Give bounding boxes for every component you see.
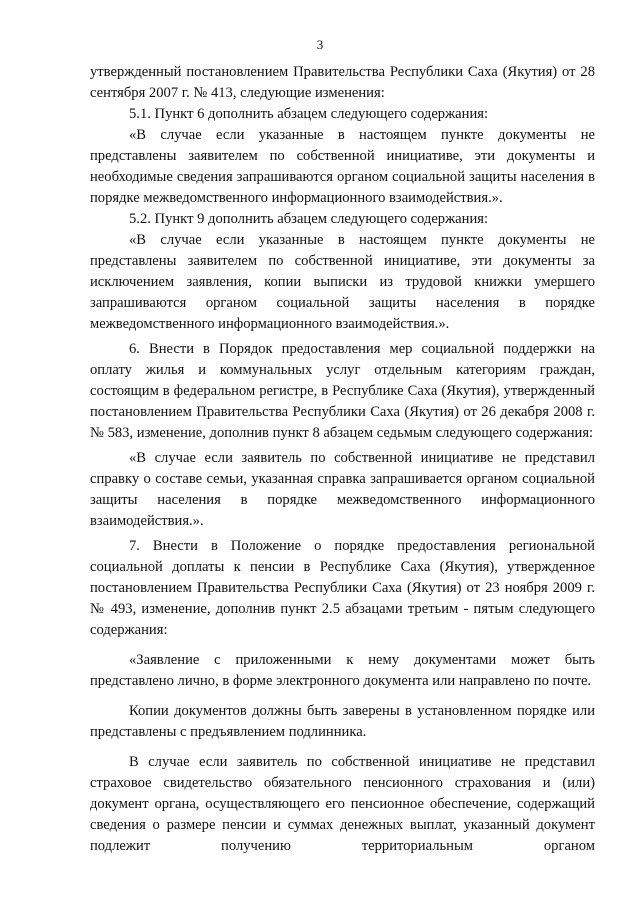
- paragraph-6-quote: «В случае если заявитель по собственной инициативе не представил справку о составе семьи, указанная справка запрашивается органом социальной защиты населения в порядке межведомственного информационного взаимодействия.».: [90, 450, 595, 529]
- paragraph-6: 6. Внести в Порядок предоставления мер социальной поддержки на оплату жилья и коммунальных услуг отдельным категориям граждан, состоящим в федеральном регистре, в Республике Саха (Якутия), утвержденный постановлением Правительства Республики Саха (Якутия) от 26 декабря 2008 г. № 583, изменение, дополнив пункт 8 абзацем седьмым следующего содержания:: [90, 341, 595, 441]
- paragraph-7-quote-1: «Заявление с приложенными к нему документами может быть представлено лично, в форме электронного документа или направлено по почте.: [90, 652, 595, 689]
- paragraph-continuation: утвержденный постановлением Правительства Республики Саха (Якутия) от 28 сентября 2007 г. № 413, следующие изменения:: [90, 64, 595, 101]
- paragraph-7: 7. Внести в Положение о порядке предоставления региональной социальной доплаты к пенсии в Республике Саха (Якутия), утвержденное постановлением Правительства Республики Саха (Якутия) от 23 ноября 2009 г. № 493, изменение, дополнив пункт 2.5 абзацами третьим - пятым следующего содержания:: [90, 538, 595, 638]
- page-number: 3: [316, 37, 324, 52]
- paragraph-5-2-heading: 5.2. Пункт 9 дополнить абзацем следующего содержания:: [129, 211, 489, 227]
- paragraph-7-quote-3: В случае если заявитель по собственной инициативе не представил страховое свидетельство обязательного пенсионного страхования и (или) документ органа, осуществляющего его пенсионное обеспечение, содержащий сведения о размере пенсии и суммах денежных выплат, указанный документ подлежит получению территориальным органом: [90, 754, 595, 854]
- paragraph-7-quote-2: Копии документов должны быть заверены в установленном порядке или представлены с предъявлением подлинника.: [90, 703, 595, 740]
- document-body: [90, 62, 595, 857]
- paragraph-5-1-quote: «В случае если указанные в настоящем пункте документы не представлены заявителем по собственной инициативе, эти документы и необходимые сведения запрашиваются органом социальной защиты населения в порядке межведомственного информационного взаимодействия.».: [90, 127, 595, 206]
- paragraph-5-1-heading: 5.1. Пункт 6 дополнить абзацем следующего содержания:: [129, 106, 489, 122]
- paragraph-5-2-quote: «В случае если указанные в настоящем пункте документы не представлены заявителем по собственной инициативе, эти документы за исключением заявления, копии выписки из трудовой книжки умершего запрашиваются органом социальной защиты населения в порядке межведомственного информационного взаимодействия.».: [90, 232, 595, 332]
